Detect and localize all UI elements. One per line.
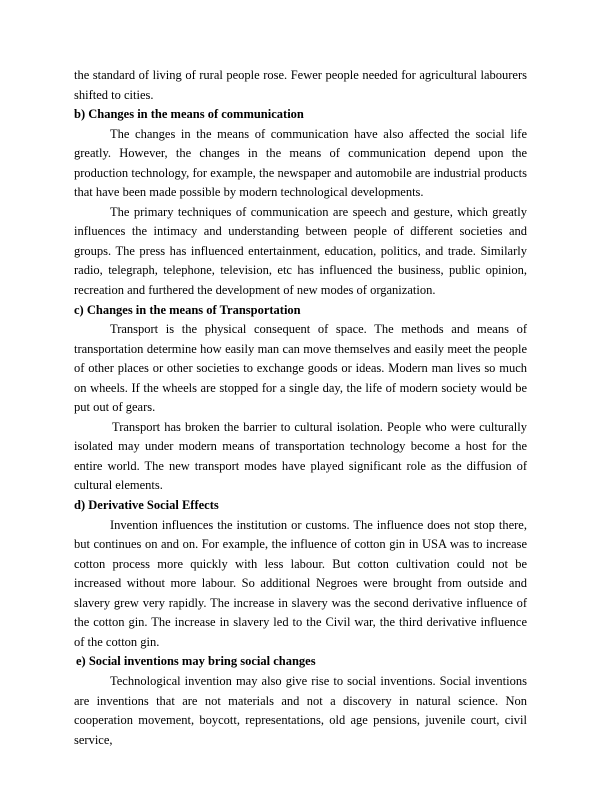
- derivative-effects-paragraph: Invention influences the institution or customs. The influence does not stop there, but continues on and on. For example, the influence of cotton gin in USA was to increase cotton process more quickly with less labour. But cotton cultivation could not be increased without more labour. So additional Negroes were brought from outside and slavery grew very rapidly. The increase in slavery was the second derivative influence of the cotton gin. The increase in slavery led to the Civil war, the third derivative influence of the cotton gin.: [74, 517, 527, 649]
- section-heading-social-inventions: e) Social inventions may bring social changes: [76, 654, 316, 669]
- section-heading-transportation: c) Changes in the means of Transportation: [74, 302, 301, 317]
- section-heading-derivative-effects: d) Derivative Social Effects: [74, 498, 219, 513]
- transportation-paragraph-1: Transport is the physical consequent of space. The methods and means of transportation determine how easily man can move themselves and easily meet the people of other places or other societies to exchange goods or ideas. Modern man lives so much on wheels. If the wheels are stopped for a single day, the life of modern society would be put out of gears.: [74, 322, 527, 415]
- transportation-paragraph-2: Transport has broken the barrier to cultural isolation. People who were culturally isolated may under modern means of transportation technology become a host for the entire world. The new transport modes have played significant role as the diffusion of cultural elements.: [74, 419, 527, 493]
- document-body: [74, 66, 527, 750]
- intro-paragraph: the standard of living of rural people rose. Fewer people needed for agricultural labourers shifted to cities.: [74, 68, 527, 102]
- communication-paragraph-1: The changes in the means of communication have also affected the social life greatly. However, the changes in the means of communication depend upon the production technology, for example, the newspaper and automobile are industrial products that have been made possible by modern technological developments.: [74, 126, 527, 200]
- social-inventions-paragraph: Technological invention may also give rise to social inventions. Social inventions are inventions that are not materials and not a discovery in natural science. Non cooperation movement, boycott, representations, old age pensions, juvenile court, civil service,: [74, 673, 527, 747]
- communication-paragraph-2: The primary techniques of communication are speech and gesture, which greatly influences the intimacy and understanding between people of different societies and groups. The press has influenced entertainment, education, politics, and trade. Similarly radio, telegraph, telephone, television, etc has influenced the business, public opinion, recreation and furthered the development of new modes of organization.: [74, 204, 527, 298]
- section-heading-communication: b) Changes in the means of communication: [74, 107, 304, 122]
